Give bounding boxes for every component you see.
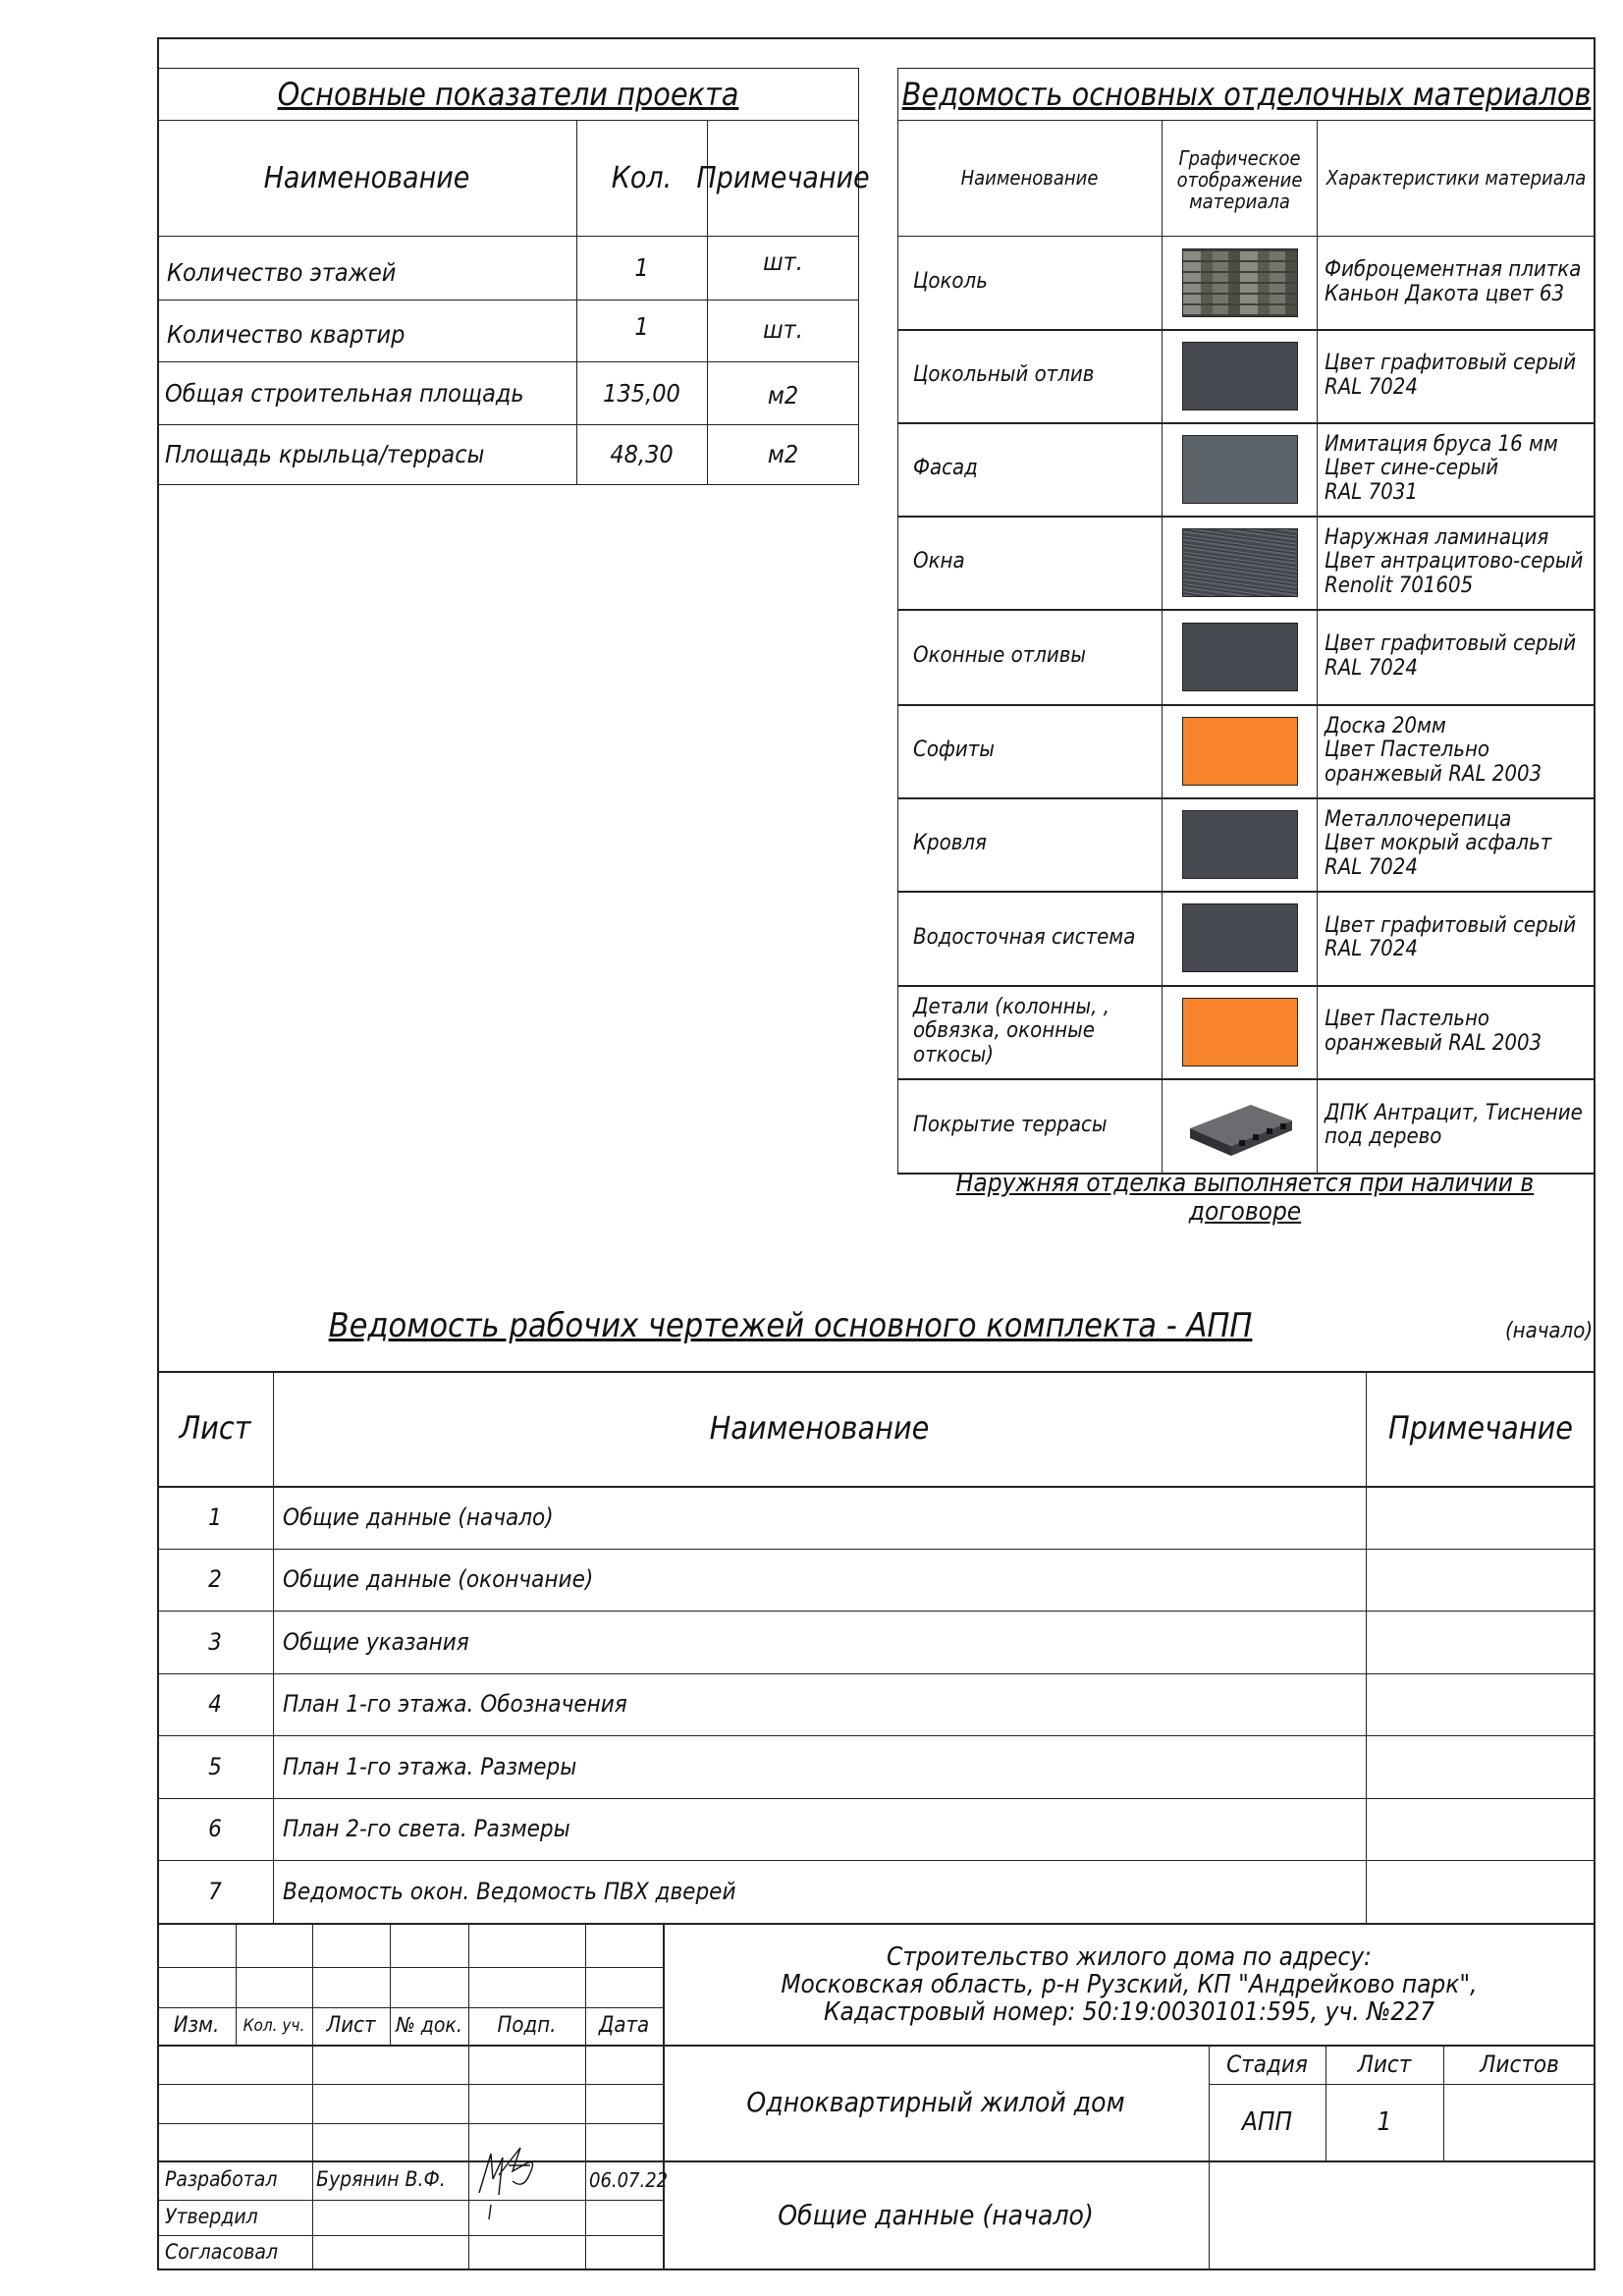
sheet-number: 2 bbox=[208, 1565, 222, 1594]
sheet-name: План 1-го этажа. Обозначения bbox=[283, 1690, 627, 1719]
row-note: шт. bbox=[763, 315, 803, 345]
row-note: м2 bbox=[767, 440, 799, 469]
sheet-name: Ведомость окон. Ведомость ПВХ дверей bbox=[283, 1877, 736, 1905]
row-name: Количество этажей bbox=[167, 257, 397, 287]
sheet-name: Общие данные (начало) bbox=[283, 1503, 554, 1531]
material-swatch bbox=[1182, 1091, 1298, 1160]
material-swatch bbox=[1182, 998, 1298, 1066]
indicators-header-note: Примечание bbox=[696, 160, 870, 195]
stamp-stage: АПП bbox=[1241, 2106, 1293, 2137]
stamp-sheet: 1 bbox=[1377, 2106, 1392, 2137]
stamp-header-kol: Кол. уч. bbox=[243, 2015, 305, 2036]
stamp-role-date: 06.07.22 bbox=[589, 2168, 669, 2192]
sheet-name: Общие указания bbox=[283, 1627, 469, 1656]
row-name: Количество квартир bbox=[167, 319, 406, 349]
material-spec: Металлочерепица Цвет мокрый асфальт RAL 7024 bbox=[1325, 807, 1552, 880]
material-name: Детали (колонны, , обвязка, оконные откосы) bbox=[913, 995, 1110, 1067]
material-swatch bbox=[1182, 810, 1298, 879]
sheet-number: 4 bbox=[208, 1690, 222, 1719]
drawings-header-sheet: Лист bbox=[179, 1408, 251, 1447]
material-name: Покрытие террасы bbox=[913, 1112, 1108, 1137]
materials-title: Ведомость основных отделочных материалов bbox=[901, 76, 1592, 114]
row-qty: 1 bbox=[634, 252, 649, 282]
row-qty: 135,00 bbox=[603, 379, 680, 409]
drawings-title: Ведомость рабочих чертежей основного комплекта - АПП bbox=[328, 1306, 1253, 1346]
stamp-header-doc: № док. bbox=[396, 2013, 462, 2038]
material-swatch bbox=[1182, 248, 1298, 317]
drawings-header-name: Наименование bbox=[709, 1408, 930, 1447]
materials-footnote: Наружняя отделка выполняется при наличии в договоре bbox=[955, 1169, 1535, 1227]
row-name: Площадь крыльца/террасы bbox=[165, 440, 485, 469]
sheet-number: 6 bbox=[208, 1815, 222, 1843]
material-spec: Цвет графитовый серый RAL 7024 bbox=[1325, 351, 1577, 400]
indicators-title: Основные показатели проекта bbox=[277, 76, 739, 114]
material-name: Фасад bbox=[913, 456, 978, 481]
drawings-suffix: (начало) bbox=[1504, 1318, 1594, 1343]
stamp-header-sign: Подп. bbox=[497, 2012, 557, 2038]
sheet-name: План 1-го этажа. Размеры bbox=[283, 1752, 577, 1780]
indicators-header-name: Наименование bbox=[263, 160, 470, 195]
indicators-header-qty: Кол. bbox=[611, 160, 673, 195]
stamp-role: Утвердил bbox=[165, 2205, 258, 2229]
stamp-role-name: Бурянин В.Ф. bbox=[316, 2167, 446, 2192]
material-name: Кровля bbox=[913, 831, 987, 856]
material-name: Цоколь bbox=[913, 269, 988, 295]
material-spec: Имитация бруса 16 мм Цвет сине-серый RAL 7031 bbox=[1325, 432, 1558, 505]
row-qty: 1 bbox=[634, 311, 649, 341]
stamp-header-date: Дата bbox=[598, 2012, 650, 2038]
material-swatch bbox=[1182, 717, 1298, 786]
stamp-sheets-label: Листов bbox=[1480, 2050, 1559, 2078]
row-note: м2 bbox=[767, 381, 799, 410]
material-spec: Цвет Пастельно оранжевый RAL 2003 bbox=[1325, 1007, 1542, 1056]
stamp-sheet-title: Общие данные (начало) bbox=[778, 2198, 1094, 2231]
stamp-sheet-label: Лист bbox=[1357, 2050, 1412, 2078]
material-swatch bbox=[1182, 903, 1298, 972]
stamp-building: Одноквартирный жилой дом bbox=[746, 2085, 1125, 2118]
sheet-number: 1 bbox=[208, 1503, 222, 1531]
row-note: шт. bbox=[763, 247, 803, 277]
material-name: Оконные отливы bbox=[913, 643, 1087, 669]
stamp-header-izm: Изм. bbox=[173, 2012, 220, 2038]
material-name: Цокольный отлив bbox=[913, 362, 1095, 388]
stamp-project: Строительство жилого дома по адресу: Московская область, р-н Рузский, КП "Андрейково парк", Кадастровый номер: 50:19:0030101:595, уч. №227 bbox=[781, 1941, 1478, 2028]
material-spec: ДПК Антрацит, Тиснение под дерево bbox=[1325, 1100, 1583, 1149]
row-name: Общая строительная площадь bbox=[165, 379, 524, 409]
stamp-role: Согласовал bbox=[165, 2240, 279, 2265]
material-spec: Фиброцементная плитка Каньон Дакота цвет 63 bbox=[1325, 257, 1582, 306]
material-name: Окна bbox=[913, 549, 965, 574]
material-swatch bbox=[1182, 623, 1298, 691]
stamp-sheets bbox=[1443, 2084, 1596, 2160]
material-name: Софиты bbox=[913, 738, 995, 763]
material-spec: Наружная ламинация Цвет антрацитово-серый Renolit 701605 bbox=[1325, 525, 1584, 598]
materials-header-spec: Характеристики материала bbox=[1325, 166, 1587, 190]
stamp-role: Разработал bbox=[165, 2167, 278, 2192]
materials-header-graphic: Графическое отображение материала bbox=[1176, 145, 1303, 213]
material-spec: Доска 20мм Цвет Пастельно оранжевый RAL 2003 bbox=[1325, 714, 1542, 787]
materials-header-name: Наименование bbox=[960, 166, 1099, 190]
sheet-name: План 2-го света. Размеры bbox=[283, 1815, 570, 1843]
stamp-header-list: Лист bbox=[326, 2012, 376, 2038]
material-swatch bbox=[1182, 342, 1298, 410]
sheet-number: 7 bbox=[208, 1877, 222, 1905]
stamp-stage-label: Стадия bbox=[1226, 2050, 1308, 2078]
sheet-number: 5 bbox=[208, 1752, 222, 1780]
sheet-name: Общие данные (окончание) bbox=[283, 1565, 594, 1594]
row-qty: 48,30 bbox=[610, 440, 674, 469]
material-spec: Цвет графитовый серый RAL 7024 bbox=[1325, 631, 1577, 681]
material-spec: Цвет графитовый серый RAL 7024 bbox=[1325, 912, 1577, 961]
material-swatch bbox=[1182, 435, 1298, 504]
signature-icon bbox=[469, 2136, 568, 2224]
material-swatch bbox=[1182, 528, 1298, 597]
sheet-number: 3 bbox=[208, 1627, 222, 1656]
material-name: Водосточная система bbox=[913, 924, 1136, 950]
drawings-header-note: Примечание bbox=[1388, 1408, 1573, 1447]
